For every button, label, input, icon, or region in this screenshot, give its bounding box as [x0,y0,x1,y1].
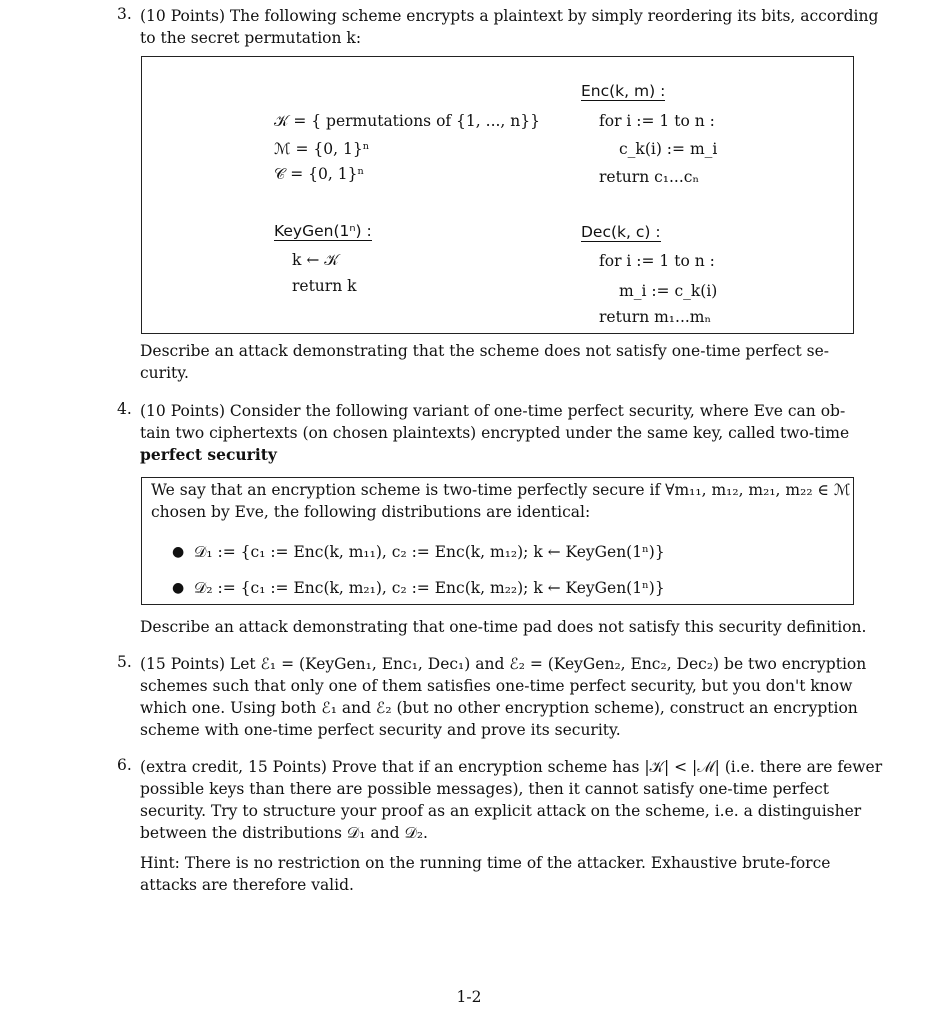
q3-keygen-sample: k ← 𝒦 [292,251,339,269]
q5-number: 5. [117,653,132,671]
q3-enc-assign: c_k(i) := m_i [619,140,718,158]
bullet-icon: ● [172,580,185,596]
q6-hint-line1: Hint: There is no restriction on the running time of the attacker. Exhaustive brute-force [140,854,831,872]
q3-task-line2: curity. [140,364,189,382]
q3-number: 3. [117,5,132,23]
q3-task-line1: Describe an attack demonstrating that the scheme does not satisfy one-time perfect se- [140,342,830,360]
q3-dec-header-text: Dec(k, c) : [581,223,661,241]
q4-intro-line3: perfect security [140,445,277,464]
q4-task: Describe an attack demonstrating that one-time pad does not satisfy this security definition. [140,618,867,636]
q4-d2: 𝒟₂ := {c₁ := Enc(k, m₂₁), c₂ := Enc(k, m₂₂); k ← KeyGen(1ⁿ)} [194,579,665,597]
bullet-icon: ● [172,544,185,560]
q3-K-def: 𝒦 = { permutations of {1, ..., n}} [274,112,540,130]
q5-line2: schemes such that only one of them satisfies one-time perfect security, but you don't know [140,677,853,695]
q4-intro-line2: tain two ciphertexts (on chosen plaintexts) encrypted under the same key, called two-time [140,424,850,442]
q3-enc-for: for i := 1 to n : [599,112,715,130]
q5-line1: (15 Points) Let ℰ₁ = (KeyGen₁, Enc₁, Dec₁) and ℰ₂ = (KeyGen₂, Enc₂, Dec₂) be two encryption [140,655,867,673]
q4-d1: 𝒟₁ := {c₁ := Enc(k, m₁₁), c₂ := Enc(k, m₁₂); k ← KeyGen(1ⁿ)} [194,543,665,561]
q4-def-line2: chosen by Eve, the following distributions are identical: [151,503,591,521]
q3-dec-assign: m_i := c_k(i) [619,282,718,300]
q6-line3: security. Try to structure your proof as an explicit attack on the scheme, i.e. a distinguisher [140,802,862,820]
q3-enc-header [581,80,665,102]
q4-def-line1: We say that an encryption scheme is two-time perfectly secure if ∀m₁₁, m₁₂, m₂₁, m₂₂ ∈ ℳ [151,481,851,499]
q3-enc-header-text: Enc(k, m) : [581,82,666,100]
q6-hint-line2: attacks are therefore valid. [140,876,354,894]
q6-line4: between the distributions 𝒟₁ and 𝒟₂. [140,824,428,842]
q6-line2: possible keys than there are possible messages), then it cannot satisfy one-time perfect [140,780,829,798]
q3-scheme-box [141,56,854,334]
q3-dec-header [581,221,661,243]
q3-M-def: ℳ = {0, 1}ⁿ [274,140,370,158]
q3-keygen-header [274,220,372,242]
q6-number: 6. [117,756,132,774]
q3-intro-line2: to the secret permutation k: [140,29,362,47]
q5-line4: scheme with one-time perfect security and prove its security. [140,721,621,739]
q3-dec-return: return m₁...mₙ [599,308,712,326]
q3-C-def: 𝒞 = {0, 1}ⁿ [274,165,365,183]
q3-keygen-header-text: KeyGen(1ⁿ) : [274,222,372,240]
q6-line1: (extra credit, 15 Points) Prove that if an encryption scheme has |𝒦| < |ℳ| (i.e. there are fewer [140,758,883,776]
q3-intro-line1: (10 Points) The following scheme encrypts a plaintext by simply reordering its bits, according [140,7,879,25]
q4-number: 4. [117,400,132,418]
q3-dec-for: for i := 1 to n : [599,252,715,270]
q5-line3: which one. Using both ℰ₁ and ℰ₂ (but no other encryption scheme), construct an encryption [140,699,858,717]
q3-enc-return: return c₁...cₙ [599,168,700,186]
page-number: 1-2 [456,988,482,1006]
q4-intro-line1: (10 Points) Consider the following variant of one-time perfect security, where Eve can ob- [140,402,846,420]
q3-keygen-return: return k [292,277,357,295]
